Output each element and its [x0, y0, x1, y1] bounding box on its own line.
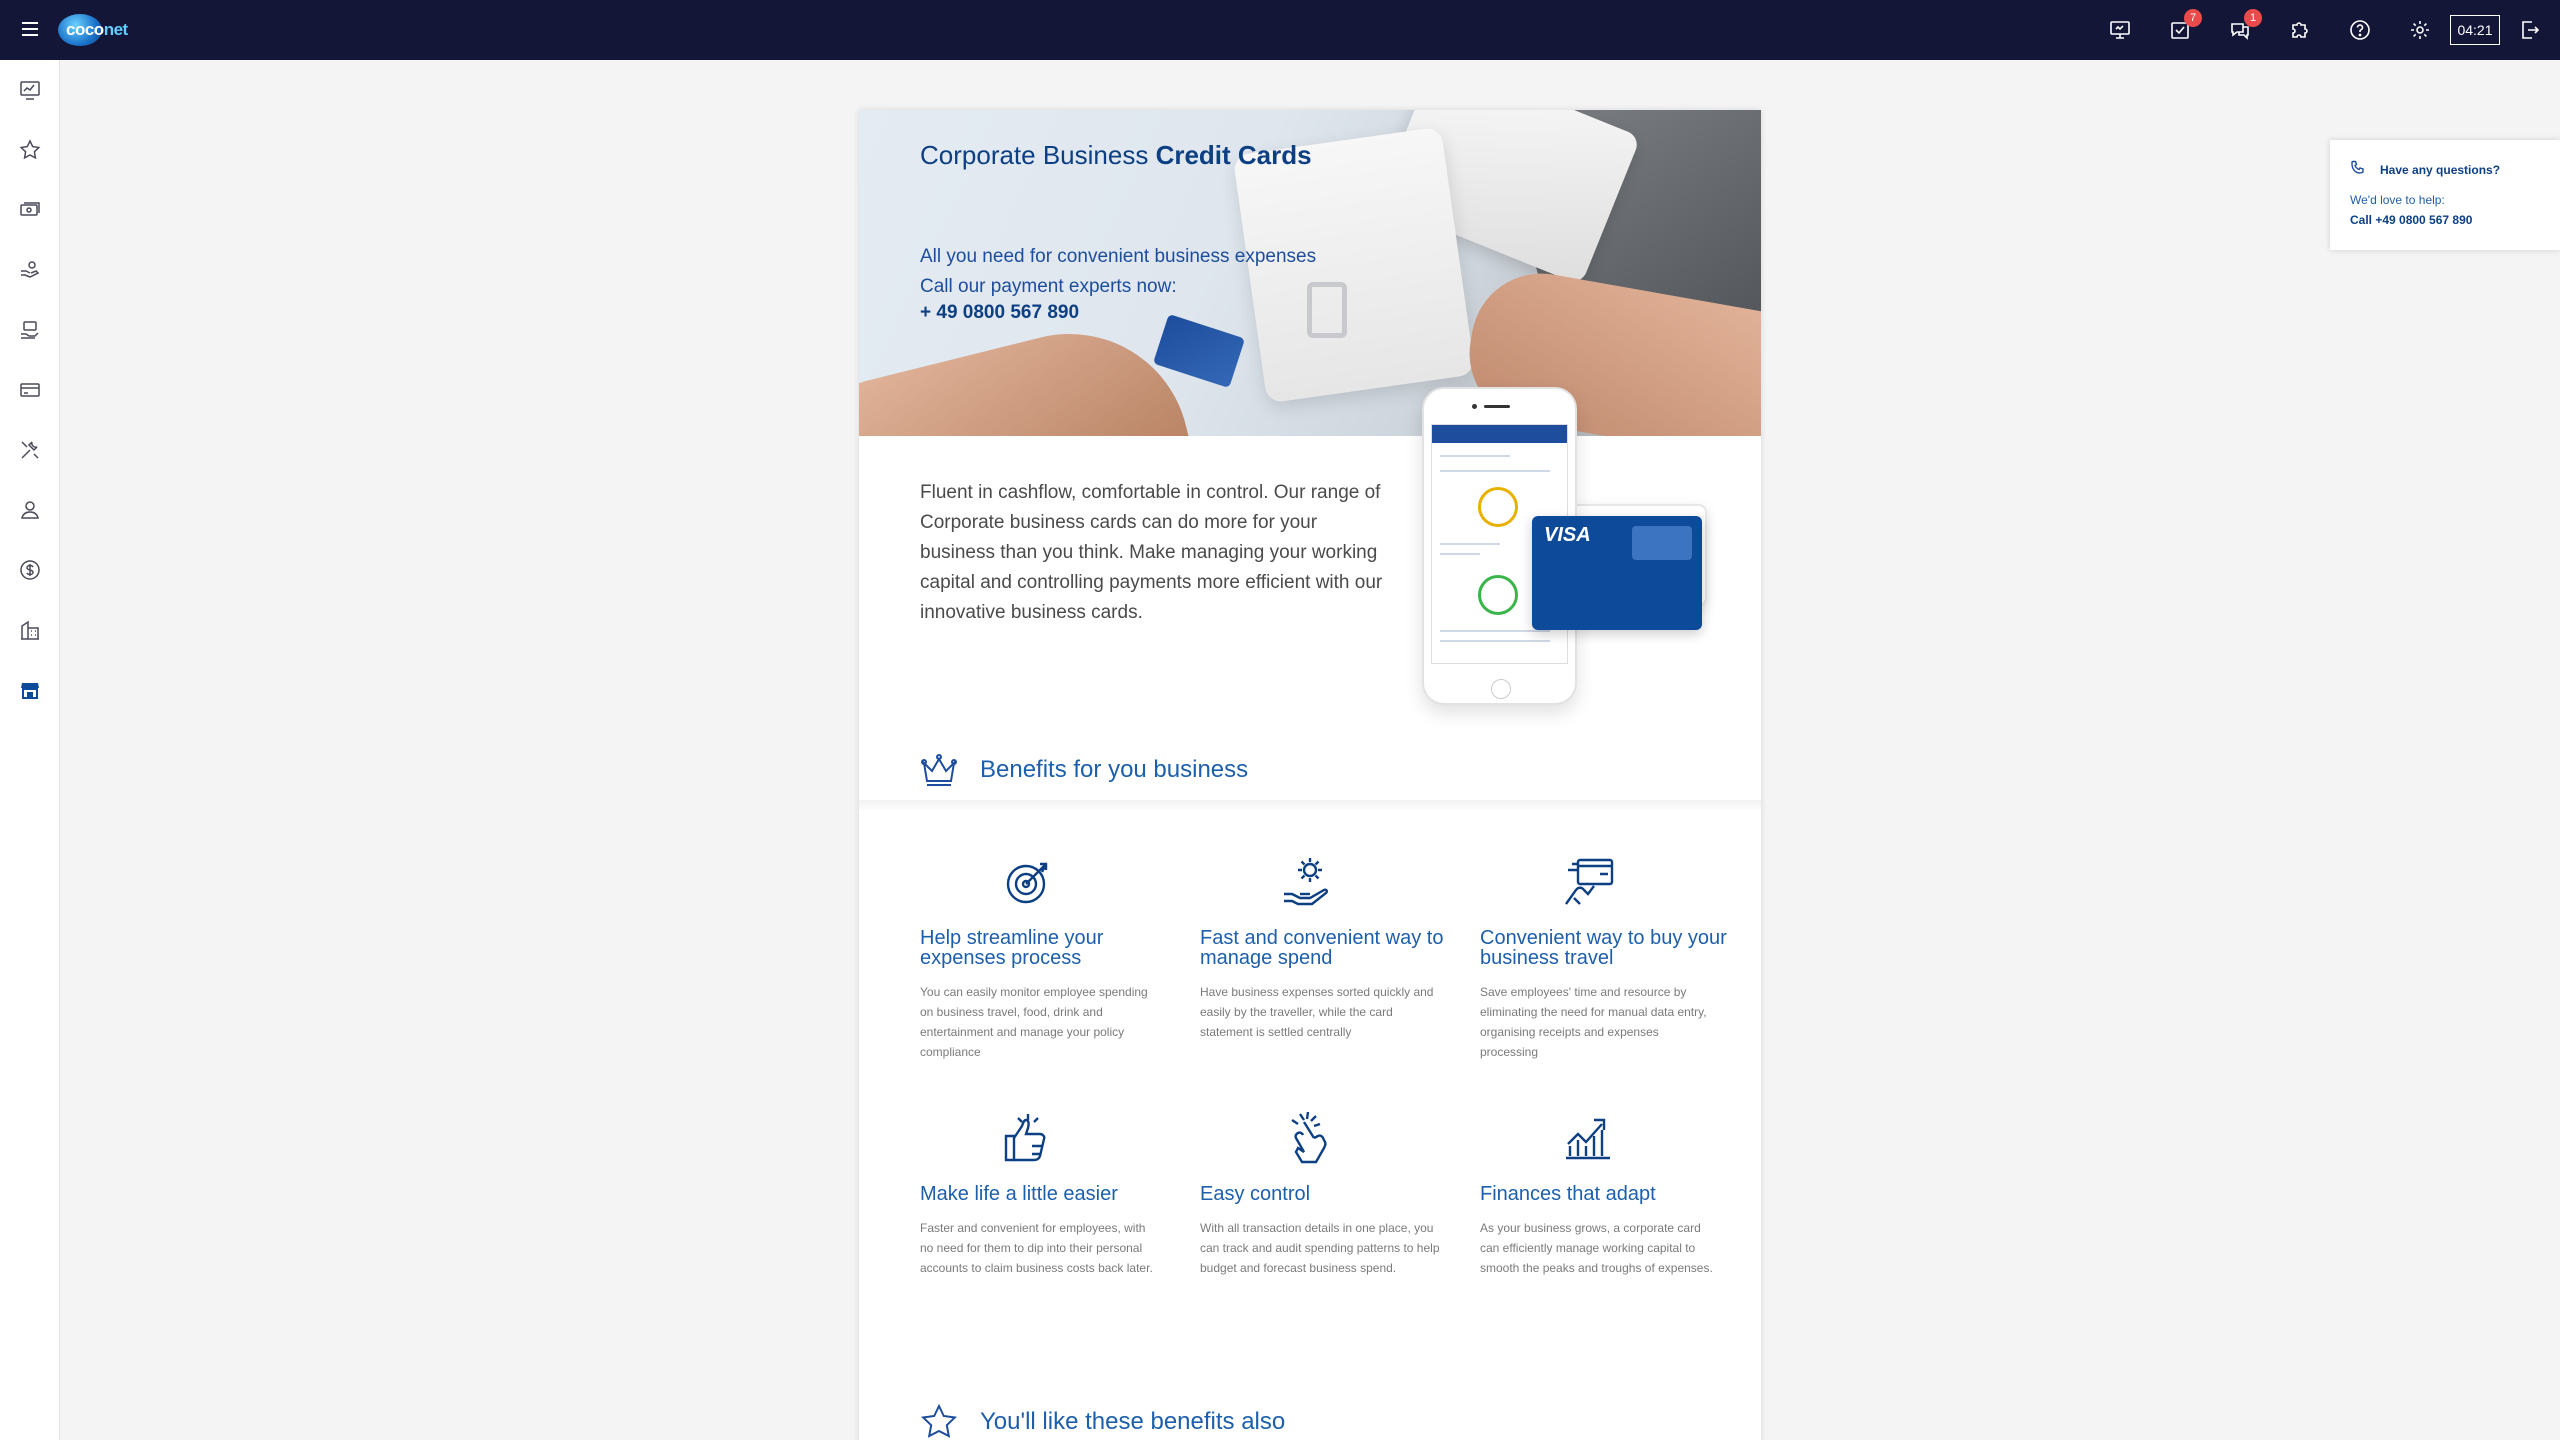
benefit-title: Make life a little easier [920, 1183, 1118, 1205]
accounts-icon[interactable] [18, 198, 42, 222]
currency-icon[interactable] [18, 558, 42, 582]
benefit-title: Help streamline your expenses process [920, 927, 1104, 969]
dashboard-icon[interactable] [18, 78, 42, 102]
benefit-item [920, 854, 1170, 1104]
product-card [859, 110, 1761, 1440]
help-phone-link[interactable]: Call +49 0800 567 890 [2350, 213, 2473, 227]
logout-icon[interactable] [2518, 18, 2542, 42]
hero-banner [859, 110, 1761, 436]
hero-card-image [1153, 314, 1245, 388]
visa-logo: VISA [1544, 524, 1591, 546]
help-widget[interactable] [2330, 140, 2560, 250]
hero-subtitle-line1: All you need for convenient business expenses [920, 246, 1317, 267]
intro-text: Fluent in cashflow, comfortable in control. Our range of Corporate business cards can do more for your business than you think. Make managing your working capital and controlling payments more efficient with our innovative business cards. [920, 482, 1383, 623]
benefits-title: Benefits for you business [980, 756, 1249, 783]
sidebar [0, 60, 60, 1440]
help-icon[interactable] [2348, 18, 2372, 42]
benefit-text: With all transaction details in one place, you can track and audit spending patterns to help budget and forecast business spend. [1200, 1221, 1440, 1275]
hero-subtitle [920, 242, 1340, 302]
monitor-icon[interactable] [2108, 18, 2132, 42]
benefit-item [1200, 1110, 1450, 1360]
benefits-heading [920, 750, 1248, 790]
hero-subtitle-line2: Call our payment experts now: [920, 276, 1177, 297]
benefit-text: Save employees' time and resource by eliminating the need for manual data entry, organising receipts and expenses processing [1480, 985, 1707, 1059]
also-benefits-title: You'll like these benefits also [980, 1408, 1286, 1435]
tasks-icon[interactable] [2168, 12, 2197, 42]
benefit-text: As your business grows, a corporate card can efficiently manage working capital to smooth the peaks and troughs of expenses. [1480, 1221, 1713, 1275]
benefit-item [1480, 1110, 1730, 1360]
puzzle-icon[interactable] [2288, 18, 2312, 42]
benefit-title: Finances that adapt [1480, 1183, 1656, 1205]
cards-icon[interactable] [18, 378, 42, 402]
target-icon [1000, 854, 1056, 910]
tasks-badge: 7 [2184, 9, 2202, 27]
gear-icon[interactable] [2408, 18, 2432, 42]
benefit-title: Convenient way to buy your business travel [1480, 927, 1727, 969]
payments-icon[interactable] [18, 258, 42, 282]
help-text: We'd love to help: [2350, 193, 2445, 207]
benefit-text: Have business expenses sorted quickly and easily by the traveller, while the card statement is settled centrally [1200, 985, 1434, 1039]
hero-phone-number[interactable]: + 49 0800 567 890 [920, 302, 1080, 323]
benefit-title: Easy control [1200, 1183, 1311, 1205]
top-bar [0, 0, 2560, 60]
benefit-item [1480, 854, 1730, 1104]
help-title: Have any questions? [2380, 163, 2501, 177]
also-benefits-heading [920, 1402, 1285, 1440]
star-outline-icon [920, 1403, 958, 1440]
messages-badge: 1 [2244, 9, 2262, 27]
crown-icon [920, 751, 958, 789]
card-hand-icon [1560, 854, 1616, 910]
messages-icon[interactable] [2228, 12, 2257, 42]
pointer-hand-icon [1280, 1110, 1336, 1166]
user-icon[interactable] [18, 498, 42, 522]
star-icon[interactable] [18, 138, 42, 162]
phone-icon [2350, 160, 2366, 176]
gear-hand-icon [1280, 854, 1336, 910]
benefit-text: Faster and convenient for employees, with no need for them to dip into their personal accounts to claim business costs back later. [920, 1221, 1153, 1275]
store-icon[interactable] [18, 678, 42, 702]
brand-name-part2: net [103, 20, 128, 39]
benefit-text: You can easily monitor employee spending on business travel, food, drink and entertainment and manage your policy compliance [920, 985, 1148, 1059]
brand-name-part1: coco [66, 20, 104, 39]
session-timer: 04:21 [2450, 15, 2500, 45]
loans-icon[interactable] [18, 318, 42, 342]
benefit-title: Fast and convenient way to manage spend [1200, 927, 1444, 969]
benefit-item [1200, 854, 1450, 1104]
tools-icon[interactable] [18, 438, 42, 462]
page-title: Corporate Business Credit Cards [920, 140, 1312, 170]
menu-icon[interactable] [22, 22, 38, 36]
benefit-item [920, 1110, 1170, 1360]
thumbs-up-icon [1000, 1110, 1056, 1166]
brand-logo[interactable] [58, 14, 128, 46]
building-icon[interactable] [18, 618, 42, 642]
visa-card-image [1532, 516, 1702, 630]
growth-chart-icon [1560, 1110, 1616, 1166]
